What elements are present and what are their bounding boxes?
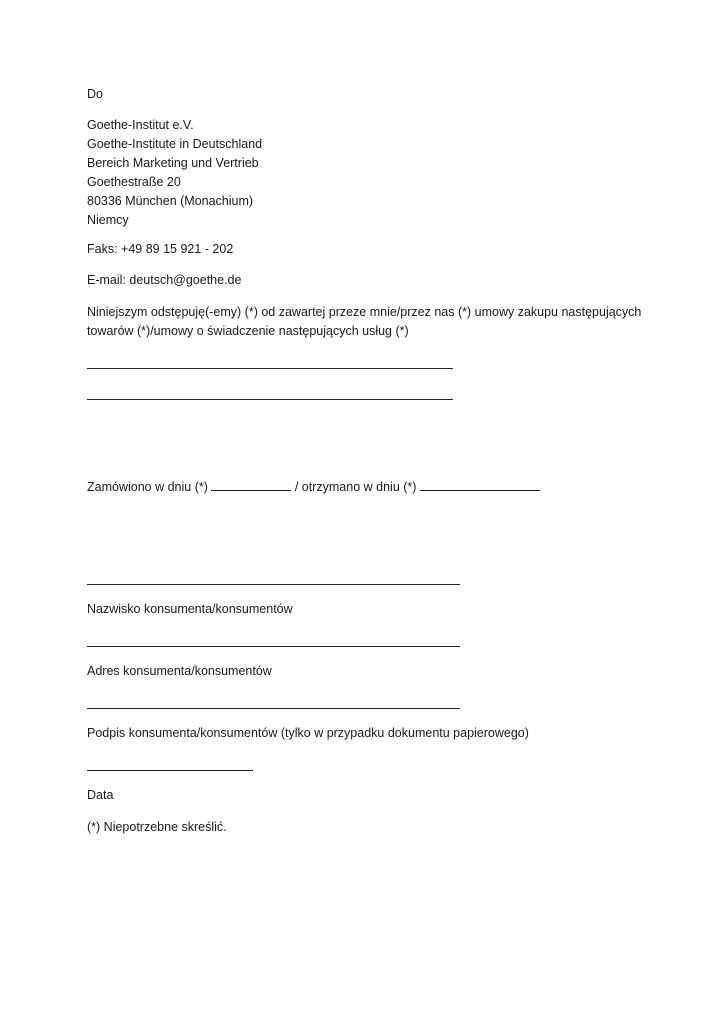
received-date-field[interactable] [420,478,540,491]
consumer-name-field[interactable] [87,584,460,585]
address-line: Niemcy [87,213,129,227]
footnote: (*) Niepotrzebne skreślić. [87,820,227,834]
date-field[interactable] [87,770,253,771]
to-label: Do [87,87,103,101]
received-date-label: / otrzymano w dniu (*) [294,480,417,494]
statement-line-2: towarów (*)/umowy o świadczenie następujących usług (*) [87,324,409,338]
address-line: Goethe-Institut e.V. [87,118,194,132]
date-label: Data [87,788,114,802]
consumer-address-label: Adres konsumenta/konsumentów [87,664,272,678]
address-line: Bereich Marketing und Vertrieb [87,156,259,170]
address-line: Goethe-Institute in Deutschland [87,137,263,151]
address-line: 80336 München (Monachium) [87,194,254,208]
email-address: E-mail: deutsch@goethe.de [87,273,242,287]
goods-services-line-1[interactable] [87,368,453,369]
withdrawal-statement [87,303,641,341]
fax-number: Faks: +49 89 15 921 - 202 [87,242,234,256]
ordered-date-label: Zamówiono w dniu (*) [87,480,208,494]
consumer-name-label: Nazwisko konsumenta/konsumentów [87,602,293,616]
recipient-address [87,116,262,230]
statement-line-1: Niniejszym odstępuję(-emy) (*) od zawartej przeze mnie/przez nas (*) umowy zakupu następujących [87,305,642,319]
consumer-signature-field[interactable] [87,708,460,709]
consumer-signature-label: Podpis konsumenta/konsumentów (tylko w przypadku dokumentu papierowego) [87,726,529,740]
consumer-address-field[interactable] [87,646,460,647]
goods-services-line-2[interactable] [87,399,453,400]
address-line: Goethestraße 20 [87,175,181,189]
ordered-date-field[interactable] [211,478,291,491]
order-dates-row [87,478,540,497]
